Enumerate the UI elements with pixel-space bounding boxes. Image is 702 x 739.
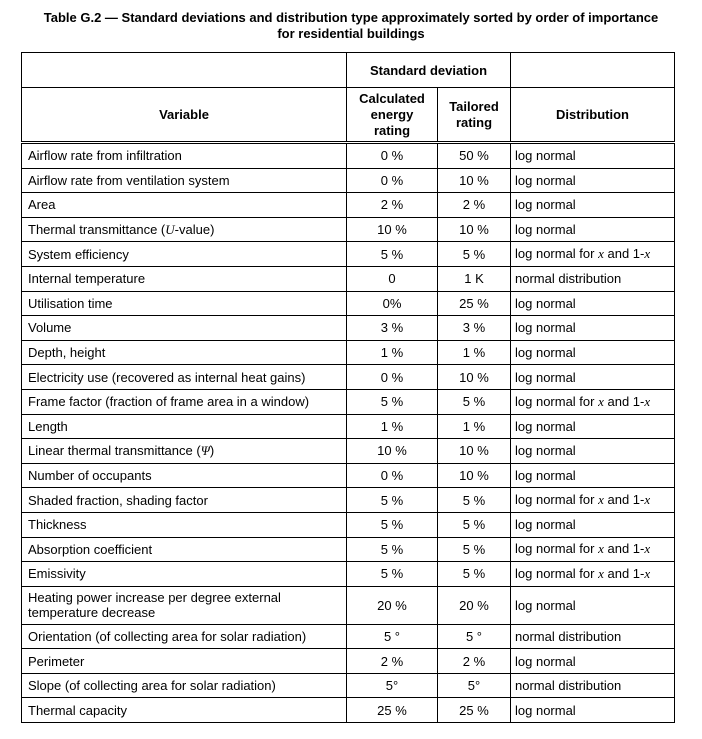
table-row [22,143,675,169]
cell-variable: Frame factor (fraction of frame area in a window) [22,389,347,414]
cell-tailored: 10 % [438,439,511,464]
cell-distribution: log normal [511,414,675,439]
table-row [22,624,675,649]
table-row [22,316,675,341]
cell-distribution: log normal [511,463,675,488]
symbol-x: x [644,246,651,262]
table-row [22,488,675,513]
table-row [22,537,675,562]
cell-variable: Area [22,193,347,218]
cell-distribution: normal distribution [511,673,675,698]
table-row [22,698,675,723]
cell-variable: Airflow rate from ventilation system [22,168,347,193]
header-blank-variable [22,53,347,88]
table-row [22,673,675,698]
variable-text: Thermal transmittance ( [28,221,166,237]
cell-distribution [511,488,675,513]
symbol-x: x [598,565,604,581]
cell-distribution: log normal [511,439,675,464]
cell-calculated: 5 % [347,562,438,587]
cell-variable: Internal temperature [22,266,347,291]
cell-calculated: 25 % [347,698,438,723]
cell-tailored: 50 % [438,143,511,169]
cell-calculated: 0 % [347,143,438,169]
symbol-x: x [598,246,604,262]
caption-line-2: for residential buildings [277,26,425,41]
standard-deviation-table [21,52,675,723]
table-row [22,365,675,390]
cell-tailored: 5 ° [438,624,511,649]
table-row [22,512,675,537]
table-row [22,217,675,242]
cell-calculated: 5 % [347,389,438,414]
table-row [22,414,675,439]
dist-text: log normal for [515,393,599,409]
cell-distribution: log normal [511,217,675,242]
cell-variable: Perimeter [22,649,347,674]
cell-tailored: 5° [438,673,511,698]
variable-line-1: Heating power increase per degree external [28,590,281,606]
cell-tailored: 5 % [438,242,511,267]
cell-variable: Thermal capacity [22,698,347,723]
table-row [22,562,675,587]
cell-distribution: log normal [511,512,675,537]
cell-calculated: 5 % [347,512,438,537]
cell-calculated: 0% [347,291,438,316]
header-distribution: Distribution [511,88,675,143]
cell-distribution: log normal [511,291,675,316]
cell-variable: Utilisation time [22,291,347,316]
table-row [22,242,675,267]
table-caption [0,10,702,42]
cell-calculated: 20 % [347,586,438,624]
cell-calculated: 1 % [347,340,438,365]
cell-tailored: 10 % [438,365,511,390]
cell-distribution: log normal [511,168,675,193]
table-row [22,193,675,218]
cell-variable [22,217,347,242]
cell-calculated: 0 % [347,168,438,193]
cell-calculated: 3 % [347,316,438,341]
cell-distribution [511,389,675,414]
symbol-u: U [165,221,175,237]
cell-calculated: 5 % [347,488,438,513]
cell-distribution: log normal [511,365,675,390]
cell-variable [22,586,347,624]
table-row [22,266,675,291]
header-standard-deviation: Standard deviation [347,53,511,88]
cell-distribution [511,562,675,587]
cell-tailored: 3 % [438,316,511,341]
dist-text: and 1- [603,246,645,262]
cell-distribution: log normal [511,316,675,341]
cell-calculated: 5 % [347,537,438,562]
dist-text: and 1- [603,492,645,508]
cell-tailored: 1 K [438,266,511,291]
cell-calculated: 10 % [347,217,438,242]
header-variable: Variable [22,88,347,143]
cell-calculated: 0 % [347,463,438,488]
cell-tailored: 10 % [438,168,511,193]
dist-text: and 1- [603,565,645,581]
symbol-x: x [644,393,651,409]
variable-text: ) [209,442,215,458]
cell-tailored: 2 % [438,649,511,674]
cell-variable: Number of occupants [22,463,347,488]
cell-distribution: log normal [511,649,675,674]
cell-variable: Shaded fraction, shading factor [22,488,347,513]
header-tailored: Tailored rating [438,88,511,143]
cell-calculated: 5 % [347,242,438,267]
cell-variable: Airflow rate from infiltration [22,143,347,169]
table-row [22,586,675,624]
cell-tailored: 25 % [438,291,511,316]
header-row-group [22,53,675,88]
cell-calculated: 5° [347,673,438,698]
cell-calculated: 10 % [347,439,438,464]
symbol-x: x [598,492,604,508]
symbol-x: x [644,492,651,508]
cell-tailored: 25 % [438,698,511,723]
symbol-psi: Ψ [200,442,210,458]
cell-tailored: 2 % [438,193,511,218]
cell-tailored: 10 % [438,217,511,242]
cell-tailored: 5 % [438,488,511,513]
cell-tailored: 10 % [438,463,511,488]
dist-text: and 1- [603,393,645,409]
cell-tailored: 5 % [438,562,511,587]
symbol-x: x [644,565,651,581]
table-row [22,463,675,488]
header-row-columns [22,88,675,143]
symbol-x: x [598,541,604,557]
cell-tailored: 1 % [438,414,511,439]
cell-variable: Thickness [22,512,347,537]
caption-line-1: Table G.2 — Standard deviations and distribution type approximately sorted by order of importance [43,10,659,25]
table-row [22,291,675,316]
cell-tailored: 5 % [438,389,511,414]
cell-variable: Slope (of collecting area for solar radiation) [22,673,347,698]
table-row [22,168,675,193]
cell-distribution: log normal [511,193,675,218]
table-row [22,649,675,674]
cell-variable: Depth, height [22,340,347,365]
cell-distribution: log normal [511,143,675,169]
cell-calculated: 2 % [347,649,438,674]
dist-text: log normal for [515,565,599,581]
variable-text: -value) [174,221,215,237]
symbol-x: x [644,541,651,557]
dist-text: log normal for [515,246,599,262]
dist-text: log normal for [515,492,599,508]
cell-distribution: log normal [511,698,675,723]
variable-line-2: temperature decrease [28,605,156,621]
cell-variable [22,439,347,464]
table-row [22,340,675,365]
variable-text: Linear thermal transmittance ( [28,442,201,458]
table-row [22,439,675,464]
cell-tailored: 5 % [438,537,511,562]
cell-distribution [511,242,675,267]
cell-variable: Electricity use (recovered as internal heat gains) [22,365,347,390]
cell-variable: System efficiency [22,242,347,267]
cell-variable: Emissivity [22,562,347,587]
cell-distribution: log normal [511,586,675,624]
cell-tailored: 5 % [438,512,511,537]
symbol-x: x [598,393,604,409]
cell-variable: Length [22,414,347,439]
cell-calculated: 0 [347,266,438,291]
dist-text: log normal for [515,541,599,557]
cell-variable: Absorption coefficient [22,537,347,562]
cell-variable: Orientation (of collecting area for solar radiation) [22,624,347,649]
cell-calculated: 0 % [347,365,438,390]
cell-distribution: normal distribution [511,624,675,649]
cell-calculated: 2 % [347,193,438,218]
cell-tailored: 1 % [438,340,511,365]
cell-calculated: 1 % [347,414,438,439]
cell-distribution: normal distribution [511,266,675,291]
cell-distribution [511,537,675,562]
header-calculated: Calculated energy rating [347,88,438,143]
header-blank-distribution [511,53,675,88]
dist-text: and 1- [603,541,645,557]
cell-tailored: 20 % [438,586,511,624]
cell-variable: Volume [22,316,347,341]
cell-calculated: 5 ° [347,624,438,649]
table-row [22,389,675,414]
cell-distribution: log normal [511,340,675,365]
